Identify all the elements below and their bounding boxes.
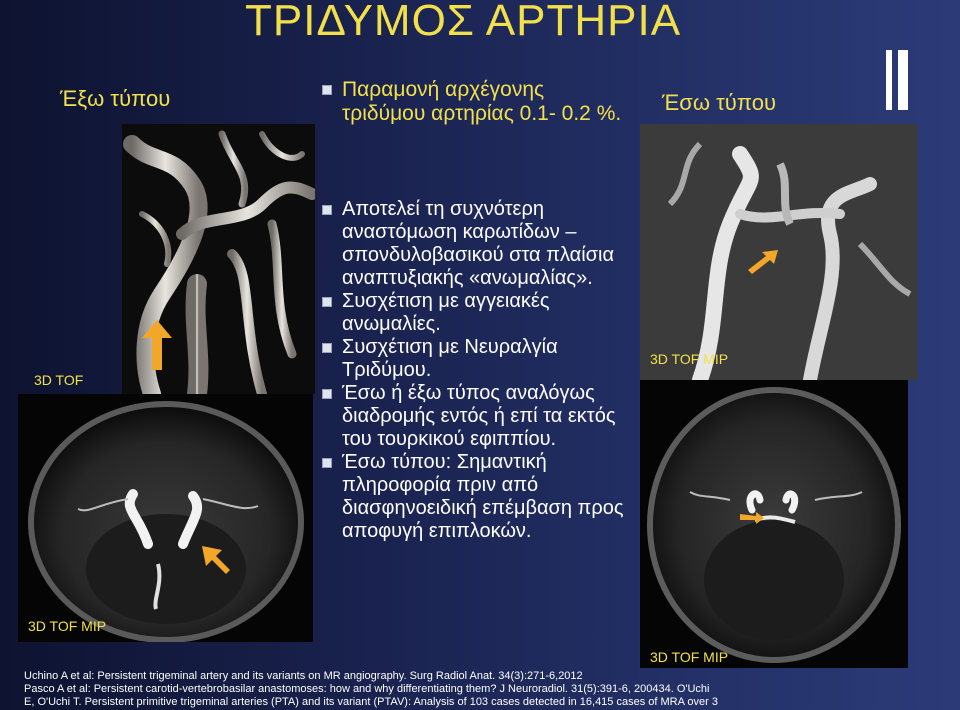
axial-mip-right-svg: [640, 380, 908, 668]
reference-line: Uchino A et al: Persistent trigeminal artery and its variants on MR angiography. Surg Radiol Anat. 34(3):271-6,2012: [24, 670, 583, 682]
outer-type-label: Έξω τύπου: [60, 86, 171, 111]
inner-type-label: Έσω τύπου: [662, 90, 776, 115]
coronal-mip-svg: [640, 124, 918, 380]
arrow-icon: [748, 250, 778, 274]
decorative-bar: [898, 50, 908, 110]
intro-bullet-item: Παραμονή αρχέγονης τριδύμου αρτηρίας 0.1- 0.2 %.: [320, 78, 630, 126]
axial-mip-svg: [18, 394, 313, 642]
left-bottom-caption: 3D TOF MIP: [28, 618, 107, 634]
right-bottom-caption: 3D TOF MIP: [650, 649, 729, 665]
arrow-icon: [142, 320, 172, 370]
bullet-item: Αποτελεί τη συχνότερη αναστόμωση καρωτίδων – σπονδυλοβασικού στα πλαίσια αναπτυξιακής «ανωμαλίας».: [320, 198, 632, 290]
arrow-icon: [198, 542, 232, 576]
bullet-list: [320, 198, 632, 543]
intro-bullet-list: [320, 78, 630, 126]
bullet-item: Έσω ή έξω τύπος αναλόγως διαδρομής εντός ή επί τα εκτός του τουρκικού εφιππίου.: [320, 382, 632, 451]
decorative-bar: [886, 50, 892, 110]
right-top-caption: 3D TOF MIP: [650, 351, 729, 367]
bullet-item: Έσω τύπου: Σημαντική πληροφορία πριν από διασφηνοειδική επέμβαση προς αποφυγή επιπλοκών.: [320, 451, 632, 543]
right-top-mip-image: [640, 124, 918, 380]
left-mip-image: [18, 394, 313, 642]
reference-line: Pasco A et al: Persistent carotid-vertebrobasilar anastomoses: how and why differentiating them? J Neuroradiol. 31(5):391-6, 200434. O'Uchi: [24, 683, 710, 695]
bullet-item: Συσχέτιση με Νευραλγία Τριδύμου.: [320, 336, 632, 382]
slide-title: ΤΡΙΔΥΜΟΣ ΑΡΤΗΡΙΑ: [245, 0, 682, 45]
left-top-caption: 3D TOF: [34, 372, 84, 388]
reference-line: E, O'Uchi T. Persistent primitive trigeminal arteries (PTA) and its variant (PTAV): Analysis of 103 cases detected in 16,415 cases of MRA over 3: [24, 696, 718, 708]
right-bottom-mip-image: [640, 380, 908, 668]
bullet-item: Συσχέτιση με αγγειακές ανωμαλίες.: [320, 290, 632, 336]
left-3d-tof-image: [122, 124, 315, 394]
arrow-icon: [740, 512, 764, 524]
